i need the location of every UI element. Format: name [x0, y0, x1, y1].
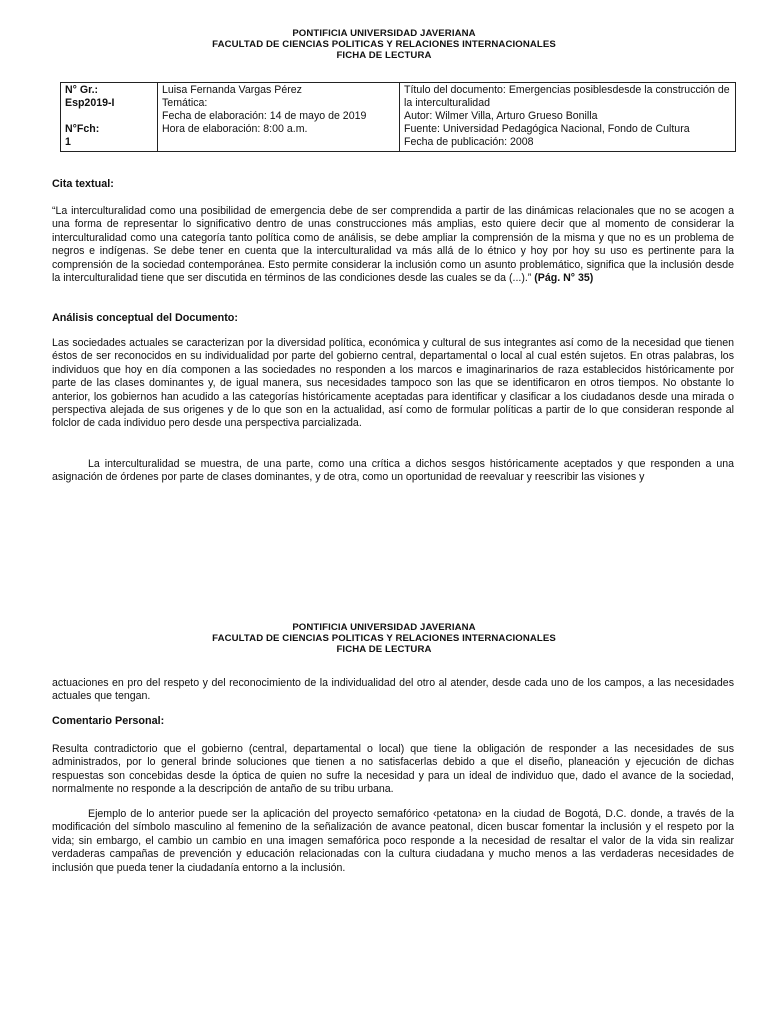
- faculty-name: FACULTAD DE CIENCIAS POLITICAS Y RELACIONES INTERNACIONALES: [212, 39, 556, 50]
- document-author: Autor: Wilmer Villa, Arturo Grueso Bonilla: [404, 110, 598, 122]
- page-header: [0, 28, 768, 61]
- publication-date: Fecha de publicación: 2008: [404, 136, 534, 148]
- quote-section-title: Cita textual:: [52, 178, 114, 190]
- group-label: N° Gr.:: [65, 84, 99, 96]
- document-source: Fuente: Universidad Pedagógica Nacional, Fondo de Cultura: [404, 123, 690, 135]
- creation-date: Fecha de elaboración: 14 de mayo de 2019: [162, 110, 367, 122]
- document-title: Título del documento: Emergencias posiblesdesde la construcción de la interculturalidad: [404, 84, 730, 109]
- document-type: FICHA DE LECTURA: [336, 50, 432, 61]
- quote-paragraph: [52, 205, 734, 285]
- comment-paragraph-1: Resulta contradictorio que el gobierno (central, departamental o local) que tiene la obligación de responder a las necesidades de sus administrados, por lo general brinde soluciones que tienen a no satisfacerlas debido a que el diseño, planeación y ejecución de dichas respuestas son concebidas desde la óptica de quien no sufre la necesidad y para un ideal de individuo que, dado el avance de la sociedad, normalmente no responde a la descripción de antaño de su tribu urbana.: [52, 743, 734, 796]
- document-info-cell: [400, 83, 736, 152]
- quote-text: “La interculturalidad como una posibilidad de emergencia debe de ser comprendida a partir de las dinámicas relacionales que no se acogen a una forma de representar lo significativo dentro de unas construcciones más amplias, esto quiere decir que al momento de considerar la interculturalidad como una categoría tanto política como de análisis, se debe ampliar la comprensión de la misma y que no es un problema de negros e indígenas. Se debe tener en cuenta que la interculturalidad va más allá de lo étnico y hoy por hoy su uso es pertinente para la comprensión de la sociedad contemporánea. Esto permite considerar la inclusión como un asunto problemático, significa que la inclusión desde la interculturalidad tiene que ser discutida en términos de las condiciones desde las cuales se da (...).”: [52, 205, 734, 285]
- comment-section-title: Comentario Personal:: [52, 715, 165, 727]
- student-name: Luisa Fernanda Vargas Pérez: [162, 84, 302, 96]
- reading-card-info-table: [60, 82, 736, 152]
- document-type: FICHA DE LECTURA: [336, 644, 432, 655]
- author-info-cell: [158, 83, 400, 152]
- faculty-name: FACULTAD DE CIENCIAS POLITICAS Y RELACIONES INTERNACIONALES: [212, 633, 556, 644]
- group-value: Esp2019-I: [65, 97, 115, 109]
- analysis-continuation: actuaciones en pro del respeto y del reconocimiento de la individualidad del otro al atender, desde cada uno de los campos, a las necesidades actuales que tengan.: [52, 677, 734, 703]
- analysis-paragraph-2: La interculturalidad se muestra, de una parte, como una crítica a dichos sesgos históricamente aceptados y que responden a una asignación de órdenes por parte de clases dominantes, y de otra, como un oportunidad de reevaluar y reescribir las visiones y: [52, 458, 734, 484]
- university-name: PONTIFICIA UNIVERSIDAD JAVERIANA: [292, 28, 476, 39]
- analysis-section-title: Análisis conceptual del Documento:: [52, 312, 238, 324]
- page-header: [0, 622, 768, 655]
- quote-page-reference: (Pág. N° 35): [534, 272, 594, 285]
- card-number-value: 1: [65, 136, 71, 148]
- creation-time: Hora de elaboración: 8:00 a.m.: [162, 123, 308, 135]
- card-number-label: N°Fch:: [65, 123, 100, 135]
- comment-paragraph-2: Ejemplo de lo anterior puede ser la aplicación del proyecto semafórico ‹petatona› en la ciudad de Bogotá, D.C. donde, a través de la modificación del símbolo masculino al femenino de la señalización de avance peatonal, dicen buscar fomentar la inclusión y el respeto por la vida; sin embargo, el cambio un cambio en una imagen semafórica poco responde a la necesidad de resaltar el valor de la vida sin realizar verdaderas campañas de prevención y educación relacionadas con la cultura ciudadana y mucho menos a las verdaderas necesidades de inclusión que pueda tener la ciudadanía entorno a la inclusión.: [52, 808, 734, 874]
- topic-label: Temática:: [162, 97, 208, 109]
- group-cell: [61, 83, 158, 152]
- university-name: PONTIFICIA UNIVERSIDAD JAVERIANA: [292, 622, 476, 633]
- analysis-paragraph-1: Las sociedades actuales se caracterizan por la diversidad política, económica y cultural de sus integrantes así como de la necesidad que tienen éstos de ser reconocidos en su individualidad por parte del gobierno central, departamental o local al cual estén sujetos. En otras palabras, los individuos que hoy en día componen a las sociedades no responden a los marcos e imaginarinarios de raza establecidos históricamente por parte de las clases dominantes y, de igual manera, sus necesidades tampoco son las que se identificaron en otros tiempos. No obstante lo anterior, los gobiernos han acudido a las categorías históricamente aceptadas para identificar y clasificar a los ciudadanos desde una mirada o perspectiva alejada de sus origenes y de lo que son en la actualidad, así como de formular políticas a partir de lo que consideran responde al folclor de cada individuo pero desde una perspectiva parcializada.: [52, 337, 734, 430]
